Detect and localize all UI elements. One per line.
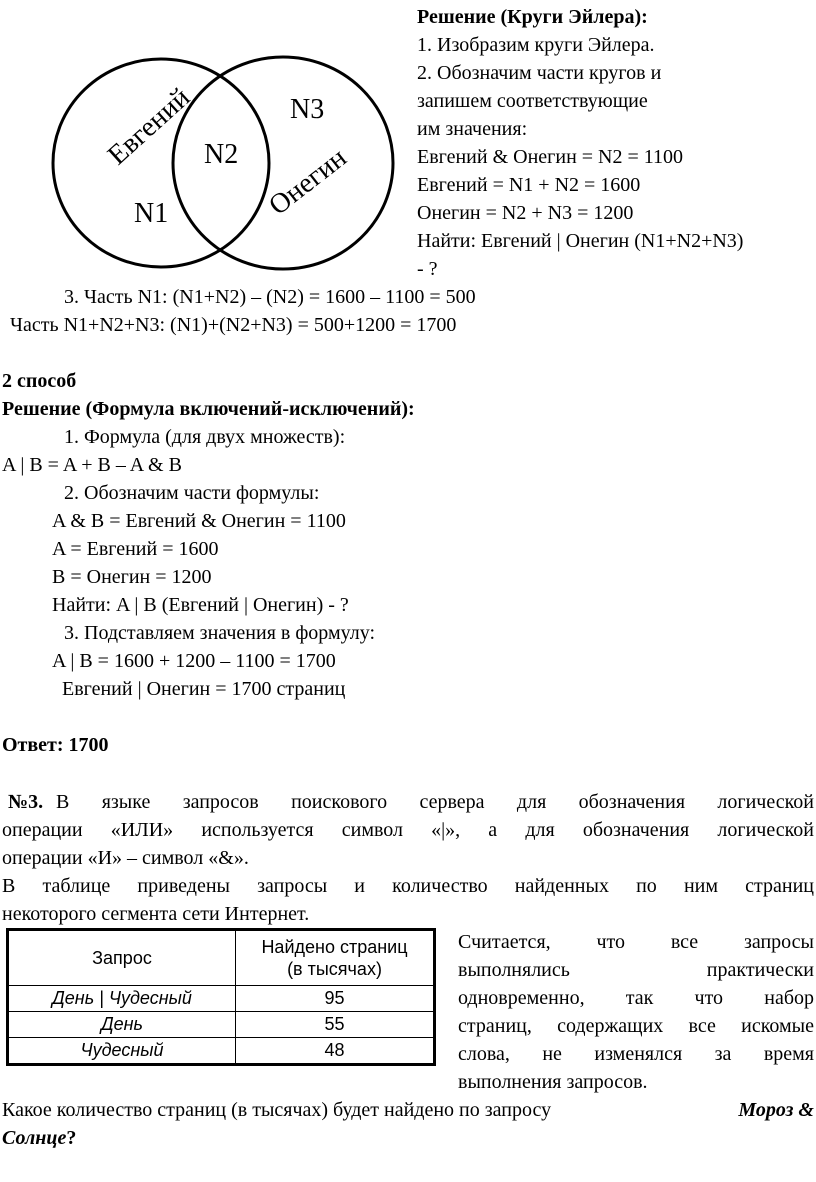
task3-para2-l1: В таблице приведены запросы и количество найденных по ним страниц [2,875,814,897]
question-bold-1: Мороз & [738,1099,814,1121]
header-found-l2: (в тысячах) [287,959,382,979]
euler-diagram [28,36,428,316]
solution1-find2: - ? [417,258,438,280]
table-cell-query: Чудесный [8,1038,236,1065]
question-bold-2: Солнце [2,1127,67,1149]
n1-label: N1 [134,198,169,229]
n3-label: N3 [290,94,325,125]
side-text-l4: страниц, содержащих все искомые [458,1015,814,1037]
table-row [8,986,435,1012]
header-query: Запрос [8,930,236,986]
answer: Ответ: 1700 [2,734,109,756]
side-text-l2: выполнялись практически [458,959,814,981]
solution2-p1: A & B = Евгений & Онегин = 1100 [52,510,346,532]
table-cell-pages: 55 [236,1012,435,1038]
solution2-calc: A | B = 1600 + 1200 – 1100 = 1700 [52,650,336,672]
solution1-step1: 1. Изобразим круги Эйлера. [417,34,655,56]
solution2-s2: 2. Обозначим части формулы: [64,482,320,504]
left-circle-label: Евгений [101,82,197,172]
table-cell-pages: 95 [236,986,435,1012]
n2-label: N2 [204,139,239,170]
question-line1 [2,1096,814,1124]
task3-para1-l3: операции «И» – символ «&». [2,847,249,869]
side-text-l1: Считается, что все запросы [458,931,814,953]
side-text-l6: выполнения запросов. [458,1071,648,1093]
solution2-title: Решение (Формула включений-исключений): [2,398,415,420]
task3-para1-l1: В языке запросов поискового сервера для обозначения логической [56,791,814,813]
solution1-step2a: 2. Обозначим части кругов и [417,62,662,84]
table-cell-query: День | Чудесный [8,986,236,1012]
task3-number: №3. [8,791,44,813]
table-header-row [8,930,435,986]
table-cell-query: День [8,1012,236,1038]
side-text-l3: одновременно, так что набор [458,987,814,1009]
question-text: Какое количество страниц (в тысячах) будет найдено по запросу [2,1099,552,1121]
solution1-step4: Часть N1+N2+N3: (N1)+(N2+N3) = 500+1200 = 1700 [10,314,457,336]
solution1-title: Решение (Круги Эйлера): [417,6,648,28]
solution1-find: Найти: Евгений | Онегин (N1+N2+N3) [417,230,744,252]
right-circle-label: Онегин [263,142,353,222]
table-cell-pages: 48 [236,1038,435,1065]
solution1-eq3: Онегин = N2 + N3 = 1200 [417,202,634,224]
solution2-p4: Найти: A | B (Евгений | Онегин) - ? [52,594,349,616]
side-text-l5: слова, не изменялся за время [458,1043,814,1065]
solution1-step2c: им значения: [417,118,528,140]
solution2-s3: 3. Подставляем значения в формулу: [64,622,376,644]
table-row [8,1038,435,1065]
task3-para1-l2: операции «ИЛИ» используется символ «|», а для обозначения логической [2,819,814,841]
solution1-step3: 3. Часть N1: (N1+N2) – (N2) = 1600 – 1100 = 500 [64,286,476,308]
question-mark: ? [66,1127,77,1149]
task3-para2-l2: некоторого сегмента сети Интернет. [2,903,310,925]
solution1-eq1: Евгений & Онегин = N2 = 1100 [417,146,684,168]
table-row [8,1012,435,1038]
solution1-eq2: Евгений = N1 + N2 = 1600 [417,174,641,196]
solution2-p3: B = Онегин = 1200 [52,566,212,588]
header-found [236,930,435,986]
question-line2 [2,1124,76,1152]
query-table [6,928,436,1066]
solution1-step2b: запишем соответствующие [417,90,648,112]
header-found-l1: Найдено страниц [261,937,408,957]
solution2-heading: 2 способ [2,370,77,392]
solution2-s1: 1. Формула (для двух множеств): [64,426,346,448]
solution2-p2: A = Евгений = 1600 [52,538,219,560]
solution2-formula: A | B = A + B – A & B [2,454,182,476]
solution2-result: Евгений | Онегин = 1700 страниц [62,678,346,700]
